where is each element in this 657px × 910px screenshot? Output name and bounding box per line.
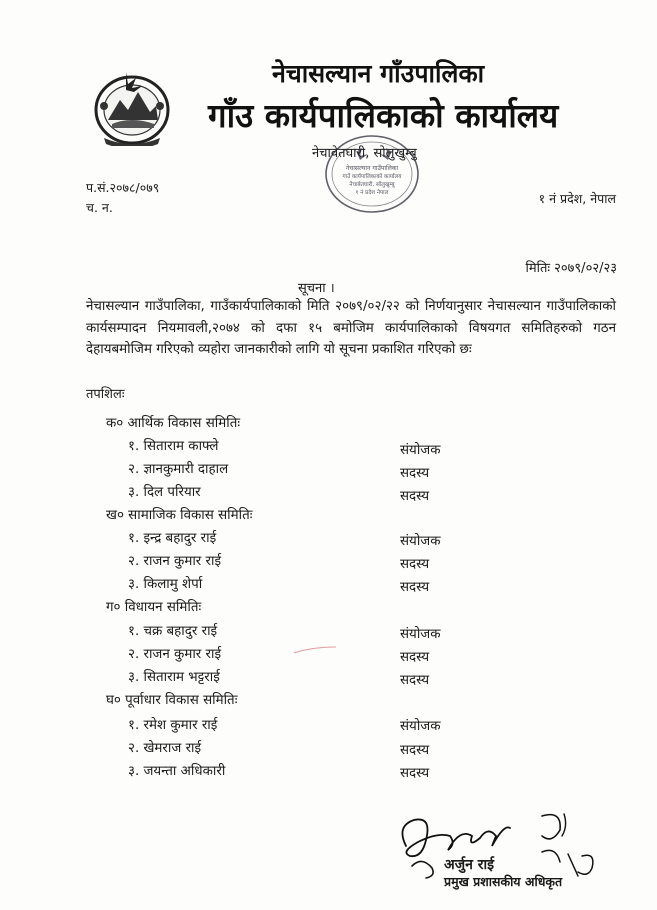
nepal-emblem-icon bbox=[92, 68, 172, 146]
member-name: २. राजन कुमार राई bbox=[128, 647, 222, 662]
seal-line-1: नेचासल्यान गाउँपालिका bbox=[345, 165, 399, 172]
details-label: तपशिलः bbox=[86, 387, 125, 402]
member-name: २. खेमराज राई bbox=[128, 741, 202, 756]
province-label: १ नं प्रदेश, नेपाल bbox=[538, 191, 616, 206]
member-role: सदस्य bbox=[400, 557, 430, 572]
office-seal-icon bbox=[320, 132, 424, 216]
member-role: संयोजक bbox=[400, 627, 441, 642]
seal-line-4: १ नं प्रदेश नेपाल bbox=[355, 190, 389, 196]
member-name: १. रमेश कुमार राई bbox=[128, 718, 218, 733]
committee-heading: क० आर्थिक विकास समितिः bbox=[106, 416, 241, 431]
notice-body: नेचासल्यान गाउँपालिका, गाउँकार्यपालिकाको मिति २०७९/०२/२२ को निर्णयानुसार नेचासल्यान गाउँपालिकाको कार्यसम्पादन नियमावली,२०७४ को दफा १५ बमोजिम कार्यपालिकाको विषयगत समितिहरुको गठन देहायबमोजिम गरिएको व्यहोरा जानकारीको लागि यो सूचना प्रकाशित गरिएको छः bbox=[86, 299, 616, 357]
office-name: गाँउ कार्यपालिकाको कार्यालय bbox=[208, 96, 559, 135]
member-role: संयोजक bbox=[400, 443, 441, 458]
member-name: ३. सिताराम भट्टराई bbox=[128, 670, 220, 685]
reference-block bbox=[86, 178, 159, 218]
municipality-name: नेचासल्यान गाँउपालिका bbox=[272, 59, 485, 88]
member-role: संयोजक bbox=[400, 719, 441, 734]
member-role: सदस्य bbox=[400, 466, 430, 481]
member-role: सदस्य bbox=[400, 673, 430, 688]
member-role: सदस्य bbox=[400, 650, 430, 665]
officer-title: प्रमुख प्रशासकीय अधिकृत bbox=[444, 874, 563, 889]
red-pen-mark bbox=[292, 645, 338, 655]
member-role: सदस्य bbox=[400, 766, 430, 781]
member-name: ३. किलामु शेर्पा bbox=[128, 577, 203, 592]
seal-line-2: गाउँ कार्यपालिकाको कार्यालय bbox=[342, 174, 402, 180]
member-name: २. राजन कुमार राई bbox=[128, 554, 222, 569]
committee-heading: ख० सामाजिक विकास समितिः bbox=[106, 508, 253, 523]
member-name: ३. दिल परियार bbox=[128, 485, 201, 500]
member-name: १. चक्र बहादुर राई bbox=[128, 624, 218, 639]
committee-heading: ग० विधायन समितिः bbox=[106, 600, 202, 615]
member-role: सदस्य bbox=[400, 743, 430, 758]
seal-line-3: नेचाबेतघारी, सोलुखुम्बु bbox=[349, 182, 395, 188]
notice-date: मितिः २०७९/०२/२३ bbox=[525, 261, 617, 276]
member-name: २. ज्ञानकुमारी दाहाल bbox=[128, 462, 229, 477]
member-role: संयोजक bbox=[400, 534, 441, 549]
member-role: सदस्य bbox=[400, 580, 430, 595]
committee-heading: घ० पूर्वाधार विकास समितिः bbox=[106, 693, 238, 708]
officer-name: अर्जुन राई bbox=[444, 857, 494, 873]
letter-number: प.सं.२०७८/०७९ bbox=[86, 180, 160, 195]
notice-title: सूचना । bbox=[298, 281, 335, 296]
member-name: १. सिताराम काफ्ले bbox=[128, 439, 219, 454]
member-role: सदस्य bbox=[400, 489, 430, 504]
member-name: ३. जयन्ता अधिकारी bbox=[128, 764, 226, 779]
office-address: नेचावेतघारी, सोलुखुम्बु bbox=[312, 146, 417, 161]
member-name: १. इन्द्र बहादुर राई bbox=[128, 531, 217, 546]
dispatch-number: च. न. bbox=[86, 200, 113, 215]
